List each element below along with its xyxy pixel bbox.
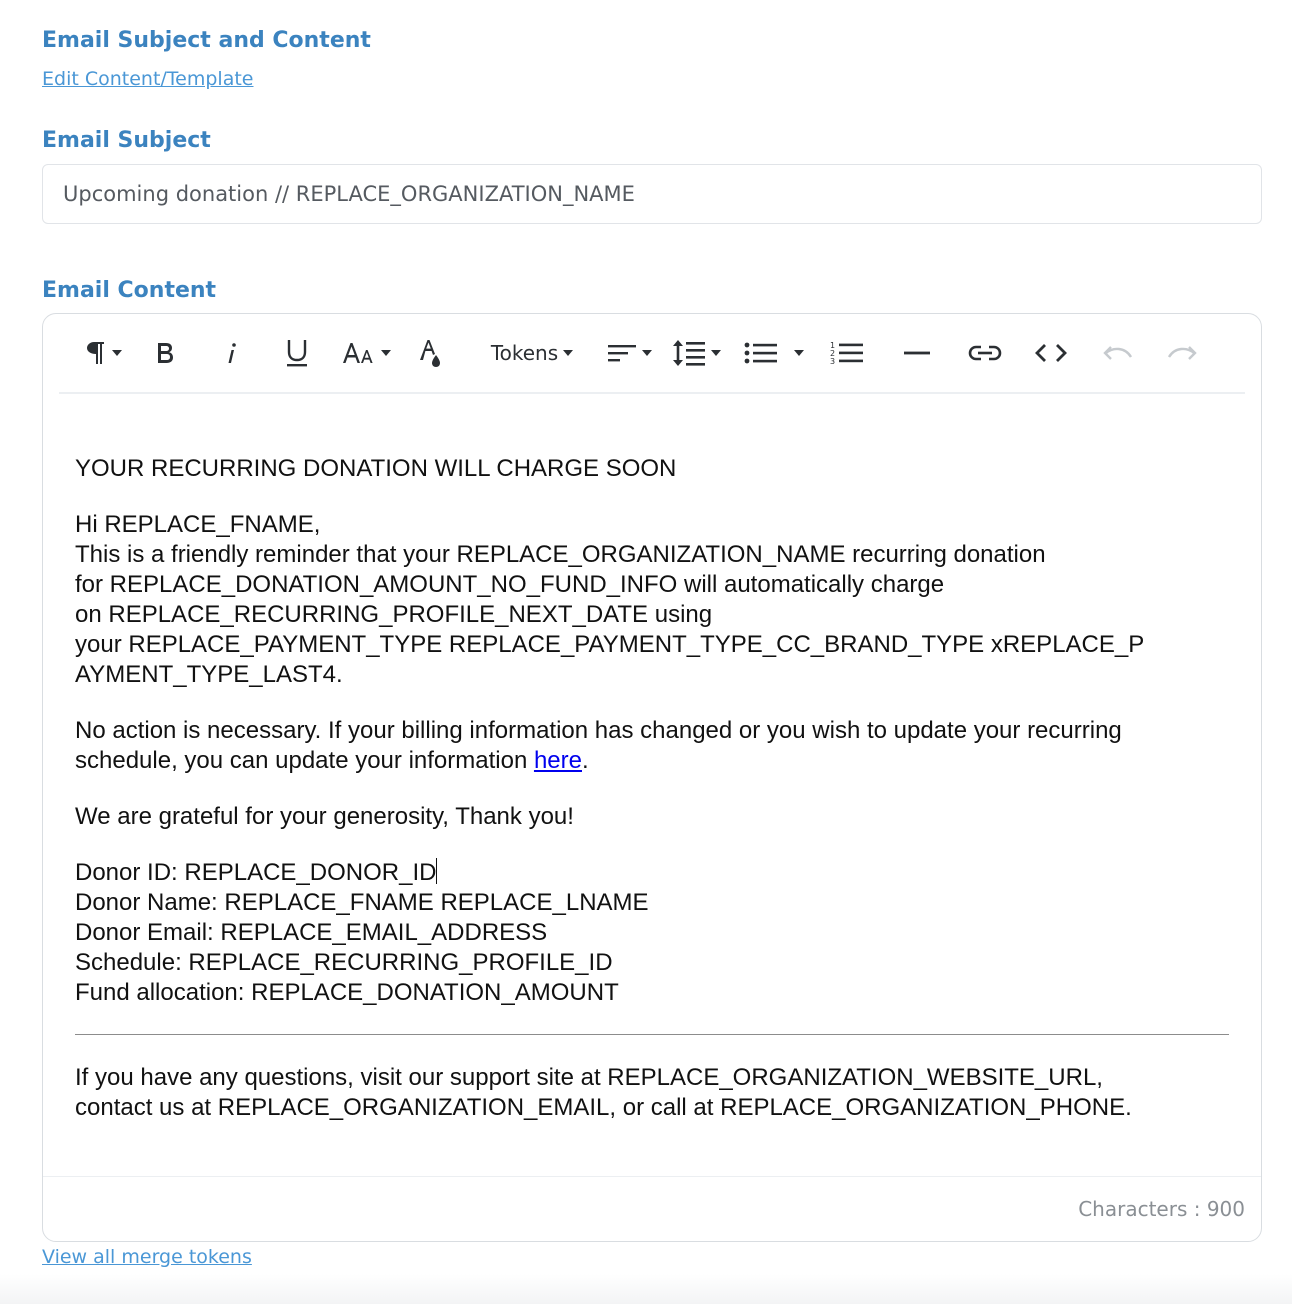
align-icon	[607, 342, 637, 364]
donor-name-line: Donor Name: REPLACE_FNAME REPLACE_LNAME	[75, 889, 649, 916]
horizontal-rule-icon	[904, 350, 930, 356]
horizontal-rule-button[interactable]	[899, 334, 935, 372]
email-content-label: Email Content	[42, 278, 217, 303]
email-body[interactable]	[75, 454, 1235, 1123]
tokens-dropdown[interactable]	[485, 334, 579, 372]
chevron-down-icon	[381, 350, 391, 356]
font-size-button[interactable]	[339, 334, 393, 372]
code-view-icon	[1034, 342, 1068, 364]
chevron-down-icon	[794, 350, 804, 356]
line-height-button[interactable]	[669, 334, 723, 372]
reminder-line: This is a friendly reminder that your REPLACE_ORGANIZATION_NAME recurring donation	[75, 541, 1046, 568]
reminder-line: on REPLACE_RECURRING_PROFILE_NEXT_DATE using	[75, 601, 713, 628]
editor-toolbar	[59, 314, 1245, 394]
bold-button[interactable]	[149, 334, 181, 372]
numbered-list-button[interactable]	[829, 334, 865, 372]
font-size-icon	[342, 341, 376, 365]
reminder-line: your REPLACE_PAYMENT_TYPE REPLACE_PAYMENT_TYPE_CC_BRAND_TYPE xREPLACE_P	[75, 631, 1145, 658]
redo-button[interactable]	[1165, 334, 1201, 372]
support-line: If you have any questions, visit our support site at REPLACE_ORGANIZATION_WEBSITE_URL,	[75, 1064, 1103, 1091]
line-height-icon	[672, 338, 706, 368]
tokens-label: Tokens	[490, 341, 559, 365]
insert-link-button[interactable]	[965, 334, 1005, 372]
code-view-button[interactable]	[1031, 334, 1071, 372]
reminder-line: for REPLACE_DONATION_AMOUNT_NO_FUND_INFO will automatically charge	[75, 571, 945, 598]
editor-status-bar	[43, 1176, 1261, 1242]
action-line-prefix: schedule, you can update your information	[75, 747, 534, 774]
thanks-text: We are grateful for your generosity, Thank you!	[75, 803, 574, 830]
rich-text-editor	[42, 313, 1262, 1242]
numbered-list-icon	[830, 340, 864, 366]
svg-text:3: 3	[830, 357, 836, 366]
reminder-line: AYMENT_TYPE_LAST4.	[75, 661, 343, 688]
view-merge-tokens-link[interactable]: View all merge tokens	[42, 1246, 252, 1268]
underline-icon	[285, 338, 309, 368]
paragraph-icon	[85, 340, 107, 366]
email-heading: YOUR RECURRING DONATION WILL CHARGE SOON	[75, 455, 677, 482]
svg-text:2: 2	[830, 349, 836, 358]
bullet-list-options-button[interactable]	[789, 334, 809, 372]
schedule-line: Schedule: REPLACE_RECURRING_PROFILE_ID	[75, 949, 613, 976]
support-line: contact us at REPLACE_ORGANIZATION_EMAIL, or call at REPLACE_ORGANIZATION_PHONE.	[75, 1094, 1132, 1121]
chevron-down-icon	[563, 350, 573, 356]
paragraph-format-button[interactable]	[79, 334, 127, 372]
italic-button[interactable]	[215, 334, 247, 372]
chevron-down-icon	[642, 350, 652, 356]
donor-id-text: Donor ID: REPLACE_DONOR_ID	[75, 859, 437, 886]
fund-allocation-line: Fund allocation: REPLACE_DONATION_AMOUNT	[75, 979, 619, 1006]
edit-content-template-link[interactable]: Edit Content/Template	[42, 68, 254, 90]
underline-button[interactable]	[281, 334, 313, 372]
content-divider	[75, 1034, 1229, 1035]
update-info-link[interactable]: here	[533, 747, 582, 774]
email-subject-input[interactable]	[42, 164, 1262, 224]
align-button[interactable]	[603, 334, 655, 372]
text-color-icon	[418, 338, 444, 368]
chevron-down-icon	[112, 350, 122, 356]
undo-icon	[1101, 343, 1133, 363]
svg-text:1: 1	[830, 341, 836, 350]
donor-id-line	[75, 858, 1235, 888]
action-line-suffix: .	[582, 747, 589, 774]
undo-button[interactable]	[1099, 334, 1135, 372]
bold-icon	[155, 341, 175, 365]
italic-icon	[224, 341, 238, 365]
donor-email-line: Donor Email: REPLACE_EMAIL_ADDRESS	[75, 919, 548, 946]
chevron-down-icon	[711, 350, 721, 356]
email-subject-label: Email Subject	[42, 128, 211, 153]
section-title: Email Subject and Content	[42, 28, 371, 53]
greeting-text: Hi REPLACE_FNAME,	[75, 511, 321, 538]
redo-icon	[1167, 343, 1199, 363]
character-count: Characters : 900	[1078, 1197, 1245, 1221]
link-icon	[968, 343, 1002, 363]
page-bottom-edge	[0, 1274, 1292, 1304]
action-line: No action is necessary. If your billing information has changed or you wish to update your recurring	[75, 717, 1122, 744]
bullet-list-button[interactable]	[743, 334, 779, 372]
text-color-button[interactable]	[413, 334, 449, 372]
action-line	[75, 746, 1235, 776]
bullet-list-icon	[744, 341, 778, 365]
text-cursor	[436, 858, 437, 884]
